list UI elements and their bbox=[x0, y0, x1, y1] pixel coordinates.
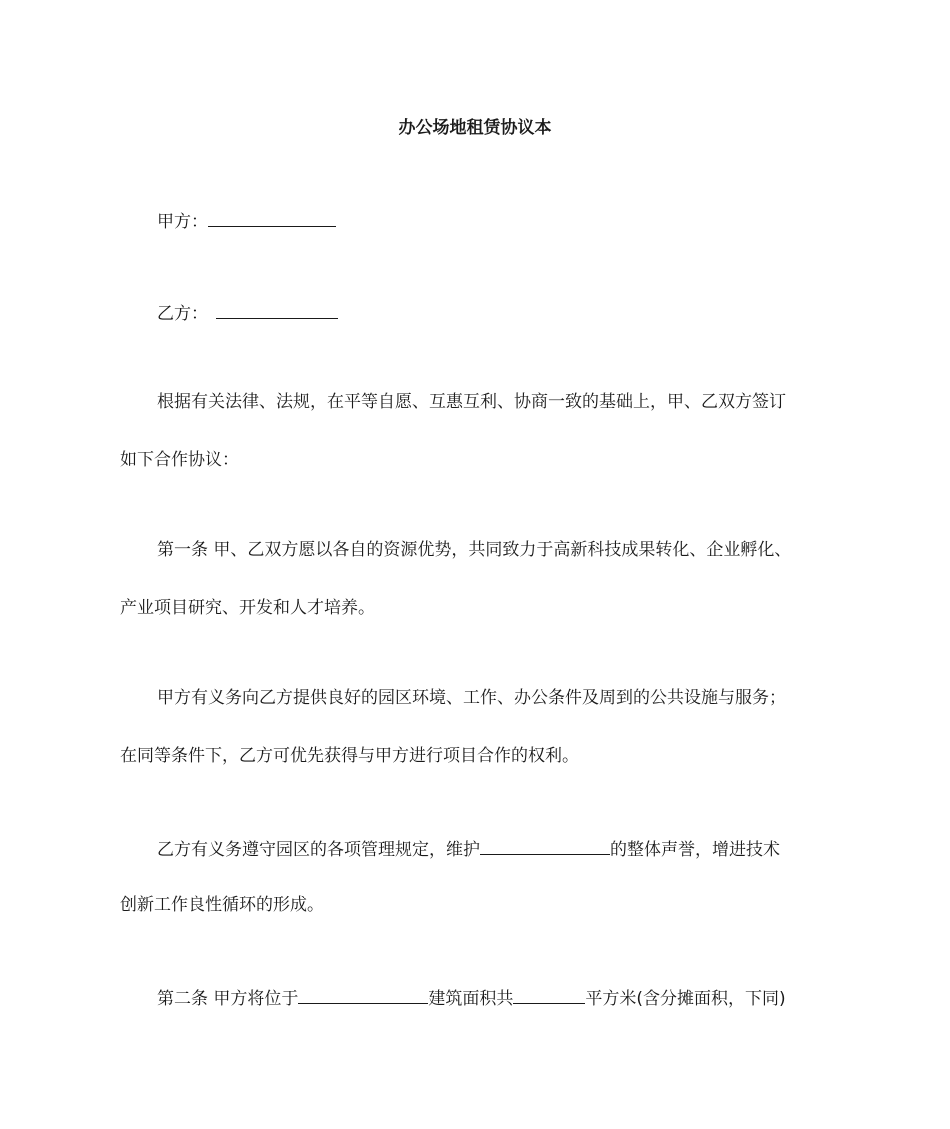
party-b-duty-line-1 bbox=[157, 836, 780, 861]
park-name-blank bbox=[480, 836, 610, 855]
article-1-line-1: 第一条 甲、乙双方愿以各自的资源优势，共同致力于高新科技成果转化、企业孵化、 bbox=[157, 540, 792, 560]
party-b-duty-line-2: 创新工作良性循环的形成。 bbox=[120, 895, 324, 915]
document-title: 办公场地租赁协议本 bbox=[398, 118, 552, 138]
party-a-line bbox=[157, 208, 336, 233]
party-a-duty-line-2: 在同等条件下，乙方可优先获得与甲方进行项目合作的权利。 bbox=[120, 746, 579, 766]
intro-line-2: 如下合作协议： bbox=[120, 450, 239, 470]
article-2-pre: 第二条 甲方将位于 bbox=[157, 989, 299, 1009]
party-b-duty-post: 的整体声誉，增进技术 bbox=[610, 840, 780, 860]
party-b-blank bbox=[216, 300, 338, 319]
party-b-duty-pre: 乙方有义务遵守园区的各项管理规定，维护 bbox=[157, 840, 480, 860]
area-blank bbox=[513, 985, 585, 1004]
article-2-line-1 bbox=[157, 985, 786, 1010]
party-a-blank bbox=[208, 208, 336, 227]
party-b-line bbox=[157, 300, 338, 325]
location-blank bbox=[298, 985, 428, 1004]
party-a-duty-line-1: 甲方有义务向乙方提供良好的园区环境、工作、办公条件及周到的公共设施与服务； bbox=[157, 688, 786, 708]
party-a-label: 甲方： bbox=[157, 212, 208, 232]
party-b-label: 乙方： bbox=[157, 304, 208, 324]
article-2-post: 平方米(含分摊面积，下同) bbox=[585, 989, 786, 1009]
article-1-line-2: 产业项目研究、开发和人才培养。 bbox=[120, 598, 375, 618]
intro-line-1: 根据有关法律、法规，在平等自愿、互惠互利、协商一致的基础上，甲、乙双方签订 bbox=[157, 392, 786, 412]
article-2-mid: 建筑面积共 bbox=[428, 989, 514, 1009]
